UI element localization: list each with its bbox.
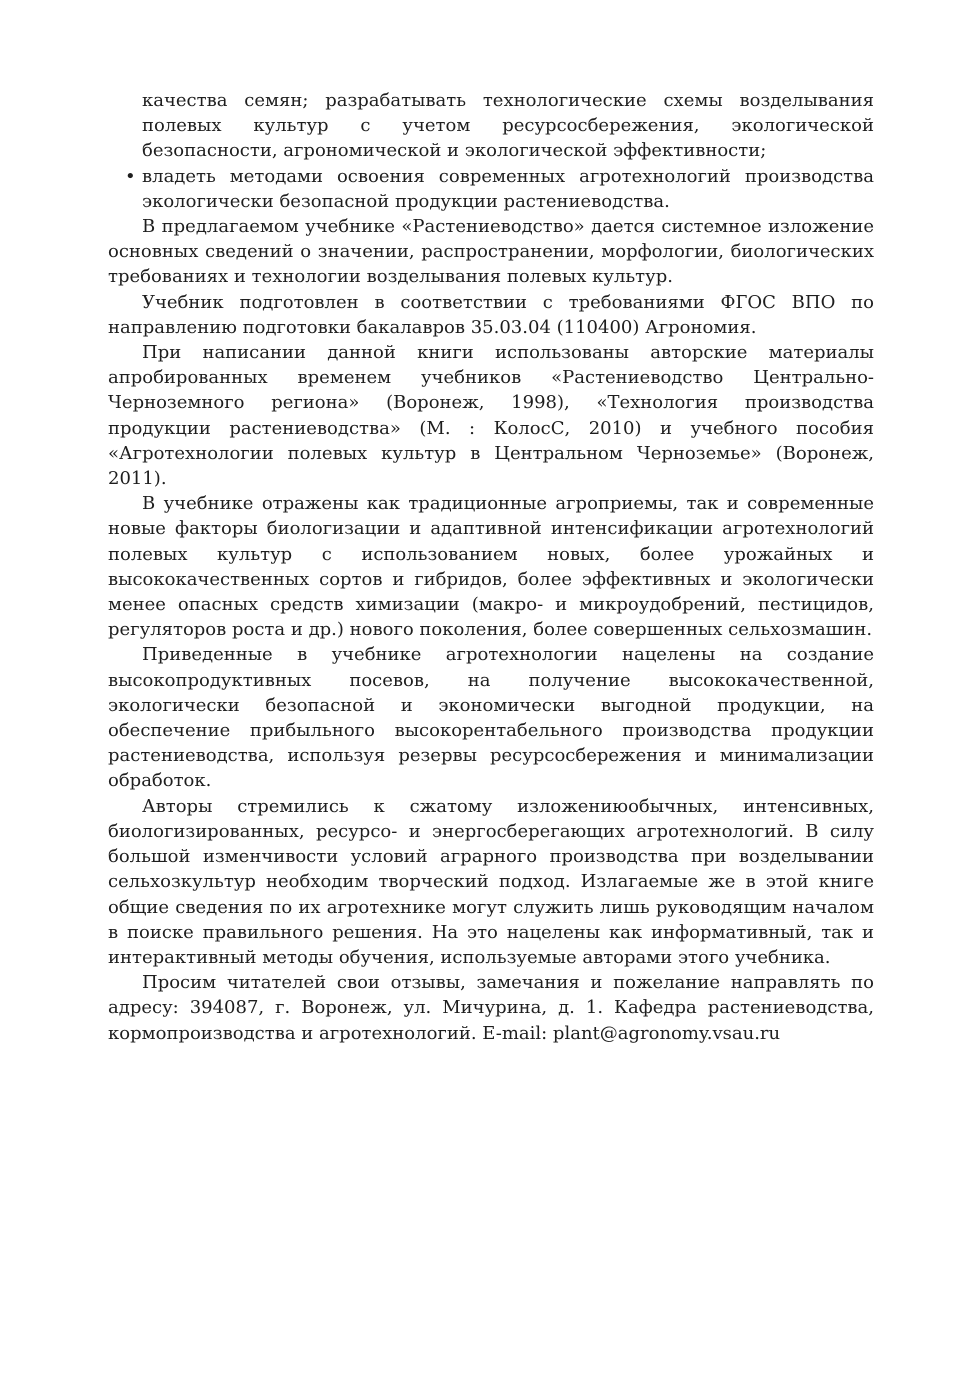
paragraph-contents: В учебнике отражены как традиционные агроприемы, так и современные новые факторы биологизации и адаптивной интенсификации агротехнологий полевых культур с использованием новых, более урожайных и высококачественных сортов и гибридов, более эффективных и экологически менее опасных средств химизации (макро- и микроудобрений, пестицидов, регуляторов роста и др.) нового поколения, более совершенных сельхозмашин. — [108, 493, 874, 641]
bullet-text: владеть методами освоения современных агротехнологий производства экологически безопасной продукции растениеводства. — [142, 165, 874, 212]
page-body — [108, 88, 874, 1046]
paragraph-contact: Просим читателей свои отзывы, замечания и пожелание направлять по адресу: 394087, г. Воронеж, ул. Мичурина, д. 1. Кафедра растениеводства, кормопроизводства и агротехнологий. E-mail: plant@agronomy.vsau.ru — [108, 972, 874, 1044]
bullet-mark: • — [125, 165, 136, 187]
paragraph-standard: Учебник подготовлен в соответствии с требованиями ФГОС ВПО по направлению подготовки бакалавров 35.03.04 (110400) Агрономия. — [108, 291, 874, 338]
paragraph-intro: В предлагаемом учебнике «Растениеводство» дается системное изложение основных сведений о значении, распространении, морфологии, биологических требованиях и технологии возделывания полевых культур. — [108, 216, 874, 288]
paragraph-sources: При написании данной книги использованы авторские материалы апробированных временем учебников «Растениеводство Центрально-Черноземного региона» (Воронеж, 1998), «Технология производства продукции растениеводства» (М. : КолосС, 2010) и учебного пособия «Агротехнологии полевых культур в Центральном Черноземье» (Воронеж, 2011). — [108, 342, 874, 490]
list-item-bullet — [108, 164, 874, 214]
paragraph-goals: Приведенные в учебнике агротехнологии нацелены на создание высокопродуктивных посевов, на получение высококачественной, экологически безопасной и экономически выгодной продукции, на обеспечение прибыльного высокорентабельного производства продукции растениеводства, используя резервы ресурсосбережения и минимализации обработок. — [108, 644, 874, 792]
paragraph-approach: Авторы стремились к сжатому изложениюобычных, интенсивных, биологизированных, ресурсо- и энергосберегающих агротехнологий. В силу большой изменчивости условий аграрного производства при возделывании сельхозкультур необходим творческий подход. Излагаемые же в этой книге общие сведения по их агротехнике могут служить лишь руководящим началом в поиске правильного решения. На это нацелены как информативный, так и интерактивный методы обучения, используемые авторами этого учебника. — [108, 795, 874, 968]
list-item-continuation: качества семян; разрабатывать технологические схемы возделывания полевых культур с учетом ресурсосбережения, экологической безопасности, агрономической и экологической эффективности; — [142, 90, 874, 162]
